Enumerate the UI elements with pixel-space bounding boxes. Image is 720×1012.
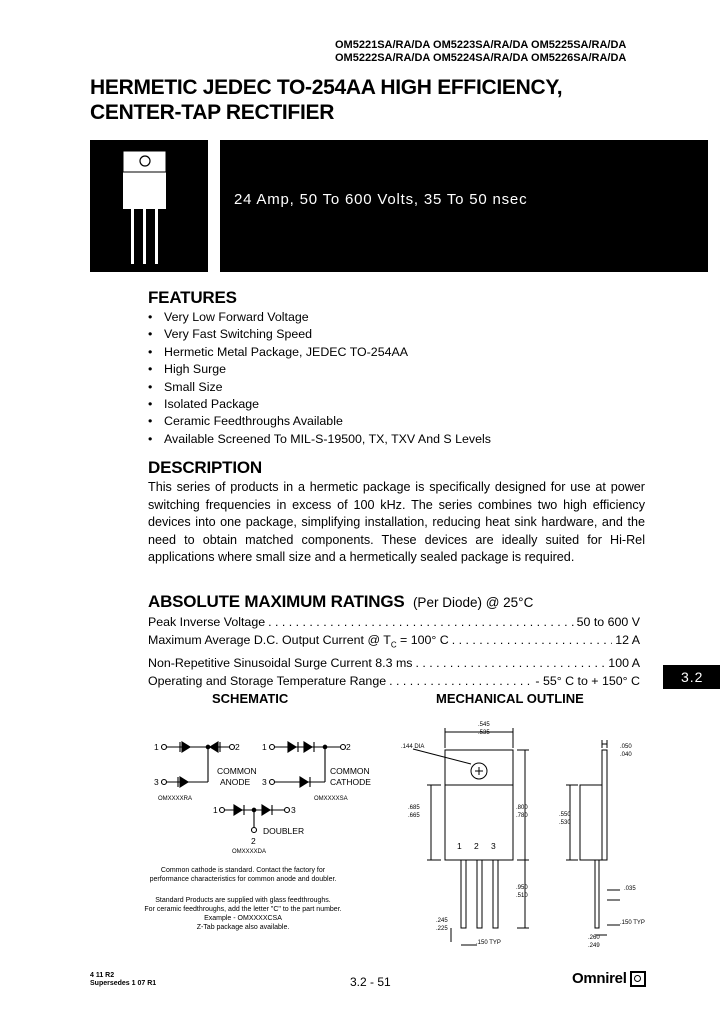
- list-item: • Isolated Package: [148, 396, 491, 413]
- dim-pitch: .150 TYP: [476, 940, 501, 946]
- description-text: This series of products in a hermetic package is specifically designed for use at power switching frequencies in excess of 100 kHz. The series combines two high efficiency devices into one package, simplifying installation, reducing heat sink hardware, and the need to obtain matched components. These devices are ideally suited for Hi-Rel applications where small size and a hermetically sealed package is required.: [148, 480, 645, 564]
- table-row: [148, 613, 640, 631]
- spec-banner: [220, 140, 708, 272]
- dim-b1: .800: [516, 805, 528, 811]
- description-heading: DESCRIPTION: [148, 458, 262, 477]
- dim-lead2: .510: [516, 893, 528, 899]
- spec-banner-text: 24 Amp, 50 To 600 Volts, 35 To 50 nsec: [234, 191, 528, 208]
- list-item: • Ceramic Feedthroughs Available: [148, 413, 491, 430]
- dim-side-typ: .150 TYP: [620, 920, 645, 926]
- rating-value: 12 A: [615, 633, 640, 647]
- dim-t2: .040: [620, 752, 632, 758]
- dim-s2: .249: [588, 943, 600, 949]
- section-tab: [663, 665, 720, 689]
- table-row: [148, 672, 640, 690]
- common-cathode-label2: CATHODE: [330, 777, 371, 787]
- dim-w2: .535: [478, 730, 490, 736]
- dim-lead1: .950: [516, 885, 528, 891]
- footer-revision: 4 11 R2 Supersedes 1 07 R1: [90, 972, 157, 987]
- dim-l2: .530: [559, 820, 571, 826]
- common-anode-part: OMXXXXRA: [158, 796, 193, 802]
- outline-pin-2: 2: [474, 841, 479, 851]
- ratings-title: ABSOLUTE MAXIMUM RATINGS: [148, 592, 405, 611]
- pin-3-label: 3: [291, 805, 296, 815]
- list-item: • High Surge: [148, 361, 491, 378]
- rating-label: Non-Repetitive Sinusoidal Surge Current 8.3 ms: [148, 656, 413, 671]
- dim-t1: .050: [620, 744, 632, 750]
- part-numbers-line2: OM5222SA/RA/DA OM5224SA/RA/DA OM5226SA/RA/DA: [335, 52, 627, 64]
- page-title-line1: HERMETIC JEDEC TO-254AA HIGH EFFICIENCY,: [90, 76, 563, 99]
- outline-heading: MECHANICAL OUTLINE: [436, 691, 584, 706]
- ratings-table: [148, 613, 640, 690]
- list-item: • Available Screened To MIL-S-19500, TX, TXV And S Levels: [148, 431, 491, 448]
- product-image: [90, 140, 208, 272]
- rating-label: Maximum Average D.C. Output Current @ $T_C = 100^\circ$ C: [148, 633, 449, 650]
- common-cathode-label1: COMMON: [330, 766, 370, 776]
- common-cathode-part: OMXXXXSA: [314, 796, 348, 802]
- dim-p1: .245: [436, 918, 448, 924]
- schematic-heading: SCHEMATIC: [212, 691, 289, 706]
- pin-2-label: 2: [251, 836, 256, 846]
- rating-label: Operating and Storage Temperature Range: [148, 674, 387, 689]
- list-item: • Small Size: [148, 379, 491, 396]
- brand-logo: [572, 970, 646, 987]
- schematic-note-2: Standard Products are supplied with glass feedthroughs. For ceramic feedthroughs, add the letter "C" to the part number. Example - OMXXXXCSA Z-Tab package also available.: [144, 897, 342, 931]
- table-row: [148, 654, 640, 672]
- dim-hole: .144 DIA: [401, 744, 425, 750]
- doubler-part: OMXXXXDA: [232, 849, 267, 855]
- features-list: [148, 309, 491, 448]
- pin-3-label: 3: [154, 777, 159, 787]
- rating-value: 50 to 600 V: [576, 615, 640, 629]
- omnirel-logo-icon: [630, 971, 646, 987]
- page-title-line2: CENTER-TAP RECTIFIER: [90, 101, 335, 124]
- part-numbers-line1: OM5221SA/RA/DA OM5223SA/RA/DA OM5225SA/RA/DA: [335, 39, 627, 51]
- schematic-note-1: Common cathode is standard. Contact the factory for performance characteristics for common anode and doubler.: [149, 867, 337, 883]
- outline-pin-1: 1: [457, 841, 462, 851]
- dim-b2: .780: [516, 813, 528, 819]
- brand-name: Omnirel: [572, 970, 627, 987]
- rating-label: Peak Inverse Voltage: [148, 615, 266, 629]
- rating-value: 100 A: [608, 656, 640, 671]
- list-item: • Very Low Forward Voltage: [148, 309, 491, 326]
- page-number: 3.2 - 51: [350, 975, 391, 989]
- pin-2-label: 2: [346, 742, 351, 752]
- to254-package-icon: [90, 140, 208, 272]
- dim-s1: .260: [588, 935, 600, 941]
- pin-1-label: 1: [213, 805, 218, 815]
- dim-l1: .550: [559, 812, 571, 818]
- ratings-heading: [148, 592, 533, 612]
- table-row: [148, 631, 640, 654]
- outline-pin-3: 3: [491, 841, 496, 851]
- list-item: • Hermetic Metal Package, JEDEC TO-254AA: [148, 344, 491, 361]
- common-anode-label2: ANODE: [220, 777, 251, 787]
- doubler-label: DOUBLER: [263, 826, 305, 836]
- pin-1-label: 1: [262, 742, 267, 752]
- rating-value: - 55° C to + 150° C: [535, 674, 640, 689]
- pin-1-label: 1: [154, 742, 159, 752]
- dim-h2: .665: [408, 813, 420, 819]
- ratings-qualifier: (Per Diode) @ 25°C: [412, 595, 534, 610]
- dim-w1: .545: [478, 722, 490, 728]
- pin-3-label: 3: [262, 777, 267, 787]
- dim-h1: .685: [408, 805, 420, 811]
- schematic-diagram: [150, 735, 360, 845]
- dim-lw: .035: [624, 886, 636, 892]
- list-item: • Very Fast Switching Speed: [148, 326, 491, 343]
- pin-2-label: 2: [235, 742, 240, 752]
- section-tab-label: 3.2: [681, 669, 704, 685]
- features-heading: FEATURES: [148, 288, 237, 307]
- dim-p2: .225: [436, 926, 448, 932]
- common-anode-label1: COMMON: [217, 766, 257, 776]
